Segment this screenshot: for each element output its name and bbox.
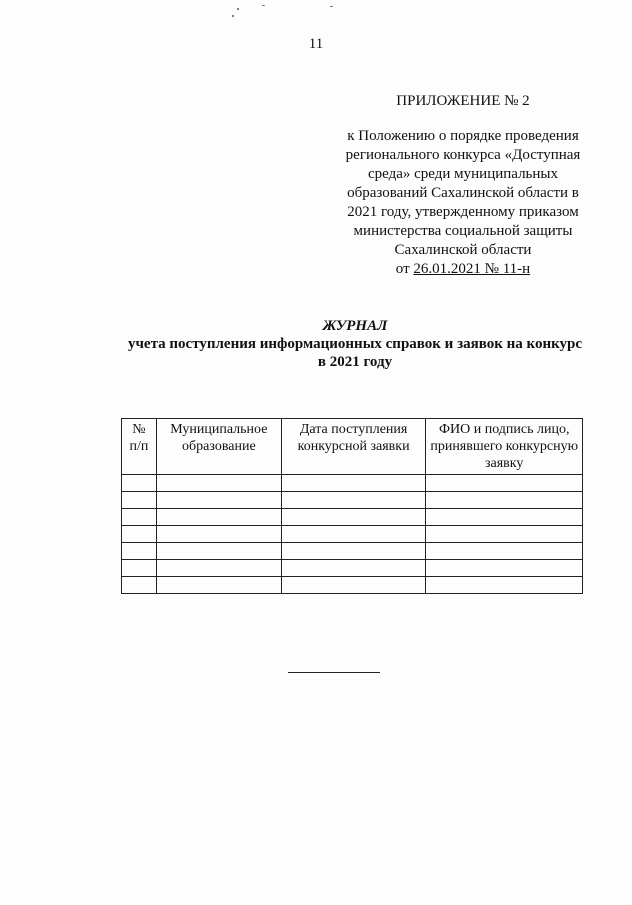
table-cell [426, 492, 583, 509]
appendix-title: ПРИЛОЖЕНИЕ № 2 [396, 93, 530, 109]
table-cell [122, 560, 157, 577]
table-cell [122, 526, 157, 543]
table-cell [426, 475, 583, 492]
header-municipality: Муниципальное образование [156, 419, 281, 475]
table-cell [281, 492, 426, 509]
table-cell [122, 577, 157, 594]
table-cell [122, 543, 157, 560]
table-cell [426, 526, 583, 543]
table-cell [281, 526, 426, 543]
journal-subtitle: учета поступления информационных справок и заявок на конкурс [127, 336, 583, 352]
table-cell [426, 577, 583, 594]
table-cell [156, 526, 281, 543]
table-cell [426, 543, 583, 560]
register-table [121, 418, 583, 594]
table-cell [426, 509, 583, 526]
table-row [122, 509, 583, 526]
table-cell [122, 509, 157, 526]
table-cell [281, 577, 426, 594]
appendix-line: Сахалинской области [394, 242, 532, 258]
journal-subtitle-year: в 2021 году [317, 354, 393, 370]
scan-speck [237, 8, 239, 10]
table-cell [156, 475, 281, 492]
table-cell [156, 543, 281, 560]
appendix-line: министерства социальной защиты [353, 223, 573, 239]
journal-title: ЖУРНАЛ [322, 318, 388, 334]
table-cell [122, 492, 157, 509]
appendix-order-line [338, 260, 588, 279]
table-header-row [122, 419, 583, 475]
header-number: № п/п [122, 419, 157, 475]
appendix-line: к Положению о порядке проведения [347, 128, 579, 144]
appendix-date-prefix: от [395, 261, 414, 277]
table-cell [156, 492, 281, 509]
table-cell [281, 475, 426, 492]
scan-speck [232, 15, 234, 17]
appendix-line: 2021 году, утвержденному приказом [347, 204, 579, 220]
table-cell [281, 509, 426, 526]
table-cell [156, 509, 281, 526]
page-number: 11 [308, 36, 324, 52]
table-row [122, 560, 583, 577]
header-date-received: Дата поступления конкурсной заявки [281, 419, 426, 475]
appendix-line: регионального конкурса «Доступная [345, 147, 581, 163]
table-row [122, 577, 583, 594]
table-cell [281, 543, 426, 560]
table-cell [426, 560, 583, 577]
header-receiver-signature: ФИО и подпись лицо, принявшего конкурсную заявку [426, 419, 583, 475]
table-row [122, 475, 583, 492]
journal-heading [110, 317, 600, 371]
scan-speck [262, 5, 265, 6]
scan-speck [330, 6, 333, 7]
table-cell [281, 560, 426, 577]
table-cell [156, 560, 281, 577]
appendix-line: среда» среди муниципальных [367, 166, 559, 182]
table-body [122, 475, 583, 594]
appendix-line: образований Сахалинской области в [347, 185, 579, 201]
appendix-order-number: 26.01.2021 № 11-н [413, 261, 531, 277]
table-row [122, 543, 583, 560]
table-row [122, 492, 583, 509]
divider-line [288, 672, 380, 673]
table-cell [122, 475, 157, 492]
appendix-block [338, 92, 588, 279]
table-row [122, 526, 583, 543]
table-cell [156, 577, 281, 594]
